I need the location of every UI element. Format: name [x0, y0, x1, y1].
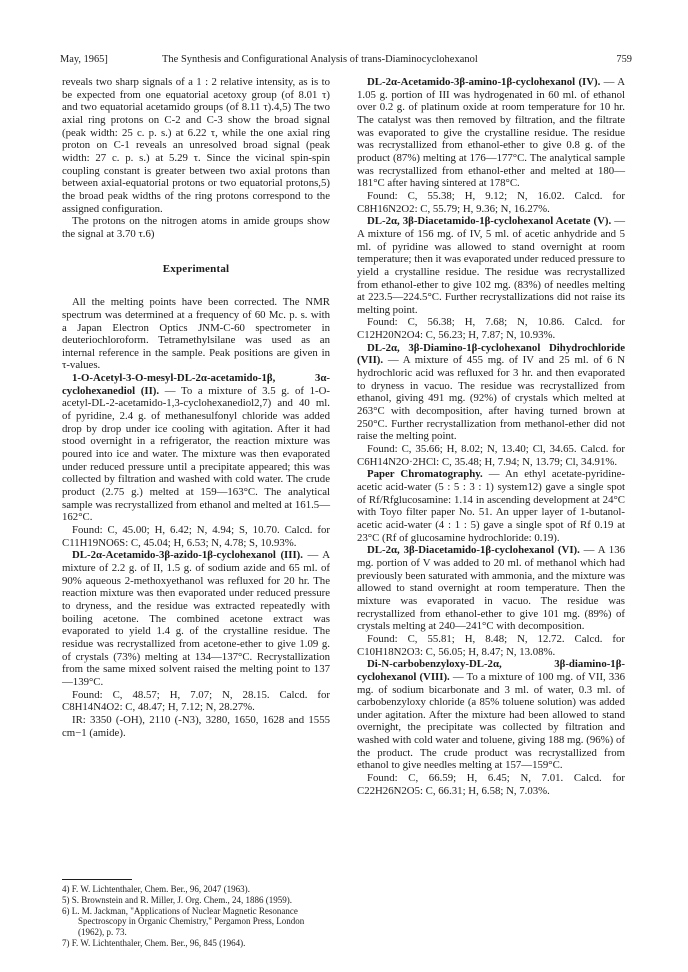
page-number: 759	[616, 54, 632, 65]
compound-iii-title: DL-2α-Acetamido-3β-azido-1β-cyclohexanol (III).	[72, 549, 303, 562]
paper-chromatography-text: — An ethyl acetate-pyridine-acetic acid-water (5 : 5 : 3 : 1) system12) gave a single spot of Rf/Rfglucosamine: 1.14 in ascending development at 24°C with Toyo filter paper No. 51. An upper layer of 1-butanol-acetic acid-water (4 : 1 : 5) gave a single spot of Rf 0.19 at 23°C (Rf of glucosamine hydrochloride: 0.19).	[357, 468, 625, 544]
footnote-4: 4) F. W. Lichtenthaler, Chem. Ber., 96, 2047 (1963).	[62, 884, 250, 894]
compound-iv-analysis: Found: C, 55.38; H, 9.12; N, 16.02. Calcd. for C8H16N2O2: C, 55.79; H, 9.36; N, 16.27%.	[357, 189, 625, 215]
paper-chromatography-procedure	[357, 468, 625, 544]
general-methods-paragraph: All the melting points have been corrected. The NMR spectrum was determined at a frequency of 60 Mc. p. s. with a Japan Electron Optics JNM-C-60 spectrometer in deuteriochloroform. Tetramethylsilane was used as an internal reference in the sample. Peak positions are given in τ-values.	[62, 296, 330, 372]
compound-v-analysis: Found: C, 56.38; H, 7.68; N, 10.86. Calcd. for C12H20N2O4: C, 56.23; H, 7.87; N, 10.93%.	[357, 316, 625, 342]
compound-ii-title: 1-O-Acetyl-3-O-mesyl-DL-2α-acetamido-1β, 3α-cyclohexanediol (II).	[62, 372, 330, 397]
compound-vi-title: DL-2α, 3β-Diacetamido-1β-cyclohexanol (VI).	[367, 544, 580, 557]
compound-ii-analysis: Found: C, 45.00; H, 6.42; N, 4.94; S, 10.70. Calcd. for C11H19NO6S: C, 45.04; H, 6.53; N, 4.78; S, 10.93%.	[62, 524, 330, 549]
footnotes	[62, 879, 330, 949]
compound-iv-title: DL-2α-Acetamido-3β-amino-1β-cyclohexanol (IV).	[367, 76, 601, 88]
compound-iii-analysis: Found: C, 48.57; H, 7.07; N, 28.15. Calcd. for C8H14N4O2: C, 48.47; H, 7.12; N, 28.27%.	[62, 688, 330, 714]
left-column	[62, 76, 330, 739]
compound-iii-ir: IR: 3350 (-OH), 2110 (-N3), 3280, 1650, 1628 and 1555 cm−1 (amide).	[62, 713, 330, 739]
compound-iv-procedure	[357, 76, 625, 190]
compound-vii-procedure	[357, 342, 625, 443]
footnote-5: 5) S. Brownstein and R. Miller, J. Org. Chem., 24, 1886 (1959).	[62, 894, 292, 905]
compound-vi-procedure	[357, 544, 625, 633]
header-title: The Synthesis and Configurational Analysis of trans-Diaminocyclohexanol	[162, 54, 478, 65]
compound-vi-analysis: Found: C, 55.81; H, 8.48; N, 12.72. Calcd. for C10H18N2O3: C, 56.05; H, 8.47; N, 13.08%.	[357, 632, 625, 658]
nmr-discussion-paragraph: reveals two sharp signals of a 1 : 2 relative intensity, as is to be expected from one equatorial acetoxy group (of 8.01 τ) and two equatorial acetamido groups (of 8.11 τ).4,5) The two axial ring protons on C-2 and C-3 show the broad signal (peak width: 25 c. p. s.) at 6.22 τ, while the one axial ring proton on C-1 reveals an unresolved broad signal (peak width: 27 c. p. s.) at 5.29 τ. Since the vicinal spin-spin coupling constant is greater between two axial protons than between axial-equatorial protons or two equatorial protons,5) the broad peak widths of the ring protons correspond to the assigned configuration.	[62, 76, 330, 215]
compound-viii-title: Di-N-carbobenzyloxy-DL-2α, 3β-diamino-1β-cyclohexanol (VIII).	[357, 658, 625, 683]
footnote-6: 6) L. M. Jackman, "Applications of Nuclear Magnetic Resonance Spectroscopy in Organic Chemistry," Pergamon Press, London (1962), p. 73.	[62, 905, 305, 938]
compound-vii-analysis: Found: C, 35.66; H, 8.02; N, 13.40; Cl, 34.65. Calcd. for C6H14N2O·2HCl: C, 35.48; H, 7.94; N, 13.79; Cl, 34.91%.	[357, 443, 625, 468]
footnote-rule	[62, 879, 132, 880]
footnote-7: 7) F. W. Lichtenthaler, Chem. Ber., 96, 845 (1964).	[62, 937, 246, 948]
compound-vii-text: — A mixture of 455 mg. of IV and 25 ml. of 6 N hydrochloric acid was refluxed for 3 hr. and then evaporated to dryness in vacuo. The residue was recrystallized from ethanol, giving 491 mg. (92%) of crystals which melted at 263°C with decomposition, after having turned brown at 250°C. Further recrystallization from methanol-ether did not raise the melting point.	[357, 354, 625, 443]
running-header	[60, 54, 632, 68]
header-date: May, 1965]	[60, 54, 108, 65]
compound-v-text: — A mixture of 156 mg. of IV, 5 ml. of acetic anhydride and 5 ml. of pyridine was allowed to stand overnight at room temperature; then it was evaporated under reduced pressure to yield a crystalline residue. The residue was recrystallized from ethanol-ether to give 102 mg. (83%) of needles melting at 223.5—224.5°C. Further recrystallizations did not raise its melting point.	[357, 215, 626, 316]
compound-viii-text: — To a mixture of 100 mg. of VII, 336 mg. of sodium bicarbonate and 3 ml. of water, 0.3 ml. of carbobenzyloxy chloride (a 85% toluene solution) was added under agitation. After the mixture had been allowed to stand overnight, the precipitate was collected by filtration and washed with cold water and toluene, giving 188 mg. (96%) of the product. The crude product was recrystallized from ethanol to give needles melting at 157—159°C.	[357, 670, 626, 772]
compound-v-procedure	[357, 215, 625, 316]
compound-vii-title: DL-2α, 3β-Diamino-1β-cyclohexanol Dihydrochloride (VII).	[357, 341, 625, 367]
compound-vi-text: — A 136 mg. portion of V was added to 20 ml. of methanol which had previously been saturated with ammonia, and the mixture was allowed to stand overnight at room temperature. Then the mixture was evaporated in vacuo. The residue was recrystallized from ethanol-ether to give 101 mg. (89%) of crystals melting at 240—241°C with decomposition.	[357, 544, 625, 633]
compound-ii-procedure	[62, 372, 330, 524]
paper-chromatography-title: Paper Chromatography.	[367, 468, 483, 481]
right-column	[357, 76, 625, 797]
amide-protons-paragraph: The protons on the nitrogen atoms in amide groups show the signal at 3.70 τ.6)	[62, 215, 330, 240]
compound-iv-text: — A 1.05 g. portion of III was hydrogenated in 60 ml. of ethanol over 0.2 g. of platinum oxide at room temperature for 10 hr. The catalyst was then removed by filtration, and the filtrate was evaporated to give the crystalline residue. The residue was recrystallized from ethanol-ether to give 0.8 g. of the product (87%) melting at 176—177°C. The analytical sample was recrystallized from ethanol-ether and melted at 180—181°C after having sintered at 178°C.	[357, 76, 626, 190]
compound-ii-text: — To a mixture of 3.5 g. of 1-O-acetyl-DL-2-acetamido-1,3-cyclohexanediol2,7) and 40 ml. of pyridine, 2.4 g. of methanesulfonyl chloride was added drop by drop under ice cooling with agitation. After it had stood overnight in a refrigerator, the reaction mixture was poured into ice and water. The mixture was then evaporated under reduced pressure until a precipitate appeared; this was collected by filtration and washed with cold water. The crude product (2.75 g.) melted at 159—163°C. The analytical sample was recrystallized from ethanol and melted at 161.5—162°C.	[62, 384, 330, 524]
compound-viii-analysis: Found: C, 66.59; H, 6.45; N, 7.01. Calcd. for C22H26N2O5: C, 66.31; H, 6.58; N, 7.03%.	[357, 772, 625, 797]
experimental-heading: Experimental	[162, 262, 230, 275]
compound-iii-procedure	[62, 549, 330, 688]
compound-v-title: DL-2α, 3β-Diacetamido-1β-cyclohexanol Acetate (V).	[367, 215, 612, 228]
compound-iii-text: — A mixture of 2.2 g. of II, 1.5 g. of sodium azide and 65 ml. of 90% aqueous 2-methoxyethanol was refluxed for 20 hr. The reaction mixture was then evaporated under reduced pressure to dryness, and the residue was extracted repeatedly with boiling acetone. The combined acetone extract was evaporated to yield 1.4 g. of the crystalline residue. The residue was recrystallized from acetone-ether to give 1.09 g. of crystals (73%) melting at 134—137°C. Recrystallization from the same mixed solvent raised the melting point to 137—139°C.	[62, 549, 330, 688]
compound-viii-procedure	[357, 658, 625, 772]
